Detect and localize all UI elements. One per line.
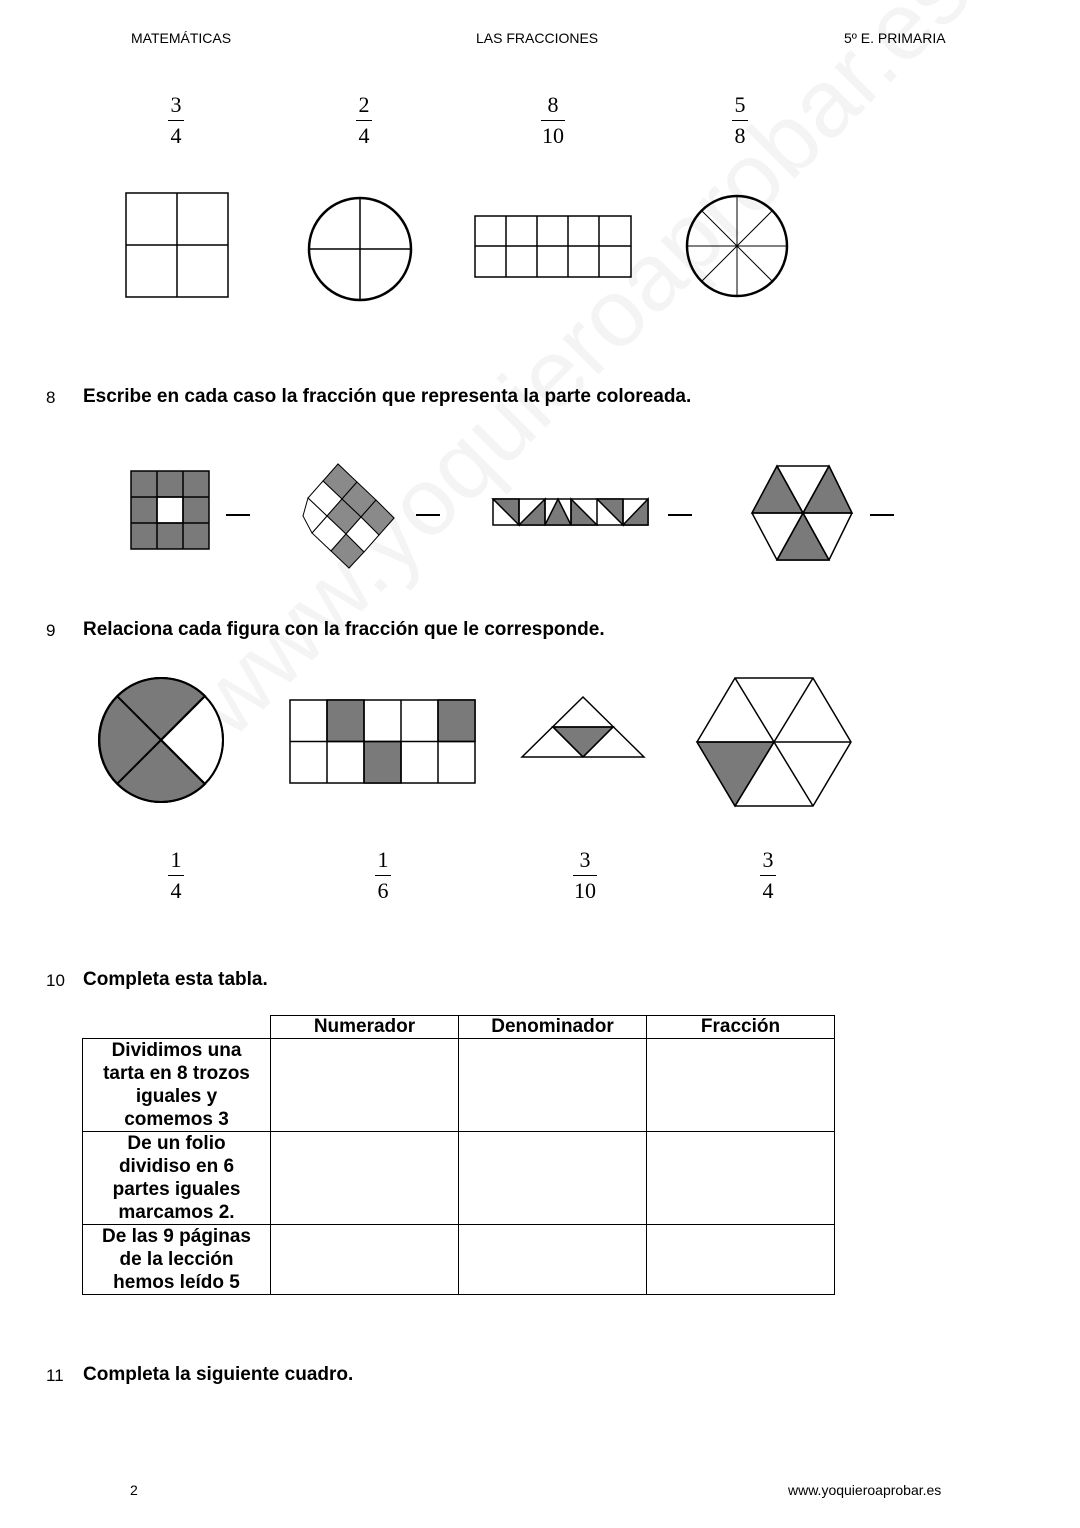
fraction-3-10[interactable] bbox=[560, 847, 610, 904]
fraction-bar bbox=[375, 875, 391, 876]
numerator: 1 bbox=[377, 847, 389, 872]
numerator: 8 bbox=[547, 92, 559, 117]
hexagon-sixths-shape bbox=[752, 466, 852, 560]
header-subject: MATEMÁTICAS bbox=[131, 30, 232, 46]
q8-shapes bbox=[0, 450, 1080, 580]
row-label-line: dividiso en 6 bbox=[118, 1156, 235, 1177]
triangle-strip-shape bbox=[493, 499, 648, 525]
row-label-line: De las 9 páginas bbox=[102, 1226, 251, 1247]
row-label-line: tarta en 8 trozos bbox=[103, 1063, 250, 1084]
fraction-cell[interactable] bbox=[647, 1132, 835, 1225]
numerator: 1 bbox=[170, 847, 182, 872]
question-number-10: 10 bbox=[46, 971, 65, 990]
table-row bbox=[83, 1039, 835, 1132]
fraction-1-6[interactable] bbox=[358, 847, 408, 904]
denominator: 6 bbox=[377, 878, 389, 903]
fraction-table bbox=[82, 1015, 835, 1295]
denominator-cell[interactable] bbox=[459, 1039, 647, 1132]
circle-three-quarters-shape bbox=[99, 678, 223, 802]
row-label-line: Dividimos una bbox=[111, 1040, 242, 1061]
hexagon-one-sixth-shape bbox=[697, 678, 851, 806]
rectangle-tenths-shaded-shape bbox=[290, 700, 475, 783]
row-label-line: comemos 3 bbox=[124, 1109, 229, 1130]
row-label-line: De un folio bbox=[127, 1133, 226, 1154]
table-row bbox=[83, 1225, 835, 1295]
question-11-text: Completa la siguiente cuadro. bbox=[83, 1364, 354, 1385]
header-fraccion: Fracción bbox=[647, 1016, 835, 1039]
table-header-row bbox=[83, 1016, 835, 1039]
rectangle-tenths-shape bbox=[475, 216, 631, 277]
numerator: 3 bbox=[170, 92, 182, 117]
table-corner bbox=[83, 1016, 271, 1039]
denominator-cell[interactable] bbox=[459, 1132, 647, 1225]
fraction-cell[interactable] bbox=[647, 1039, 835, 1132]
question-8-text: Escribe en cada caso la fracción que representa la parte coloreada. bbox=[83, 386, 692, 407]
fraction-bar bbox=[168, 875, 184, 876]
denominator: 8 bbox=[734, 123, 746, 148]
row-label bbox=[83, 1039, 271, 1132]
question-number-11: 11 bbox=[46, 1366, 64, 1385]
denominator: 4 bbox=[358, 123, 370, 148]
header-grade: 5º E. PRIMARIA bbox=[844, 30, 946, 46]
q9-shapes bbox=[0, 665, 1080, 815]
header-topic: LAS FRACCIONES bbox=[476, 30, 599, 46]
denominator-cell[interactable] bbox=[459, 1225, 647, 1295]
fraction-bar bbox=[573, 875, 597, 876]
table-row bbox=[83, 1132, 835, 1225]
denominator: 4 bbox=[762, 878, 774, 903]
denominator: 10 bbox=[542, 123, 564, 148]
row-label bbox=[83, 1132, 271, 1225]
answer-blank[interactable] bbox=[870, 514, 894, 516]
numerator: 3 bbox=[579, 847, 591, 872]
question-9-text: Relaciona cada figura con la fracción que le corresponde. bbox=[83, 619, 605, 640]
row-label-line: iguales y bbox=[135, 1086, 218, 1107]
numerator: 5 bbox=[734, 92, 746, 117]
denominator: 10 bbox=[574, 878, 596, 903]
triangle-quarters-shape bbox=[522, 697, 644, 757]
circle-eighths-shape bbox=[687, 196, 787, 296]
fraction-3-4-choice[interactable] bbox=[743, 847, 793, 904]
square-quarters-shape bbox=[126, 193, 228, 297]
question-10-text: Completa esta tabla. bbox=[83, 969, 268, 990]
numerator: 3 bbox=[762, 847, 774, 872]
row-label-line: de la lección bbox=[119, 1249, 234, 1270]
question-number-9: 9 bbox=[46, 621, 56, 640]
numerator-cell[interactable] bbox=[271, 1132, 459, 1225]
denominator: 4 bbox=[170, 123, 182, 148]
circle-quarters-shape bbox=[309, 198, 411, 300]
footer-website: www.yoquieroaprobar.es bbox=[788, 1482, 942, 1498]
top-shapes bbox=[0, 0, 1080, 330]
answer-blank[interactable] bbox=[668, 514, 692, 516]
denominator: 4 bbox=[170, 878, 182, 903]
answer-blank[interactable] bbox=[226, 514, 250, 516]
grid-3x3-shape bbox=[131, 471, 209, 549]
rhombus-grid-shape bbox=[303, 464, 394, 568]
header-numerador: Numerador bbox=[271, 1016, 459, 1039]
numerator-cell[interactable] bbox=[271, 1225, 459, 1295]
row-label-line: hemos leído 5 bbox=[113, 1272, 240, 1293]
page-number: 2 bbox=[130, 1482, 138, 1498]
header-denominador: Denominador bbox=[459, 1016, 647, 1039]
fraction-1-4[interactable] bbox=[151, 847, 201, 904]
answer-blank[interactable] bbox=[416, 514, 440, 516]
fraction-bar bbox=[760, 875, 776, 876]
row-label bbox=[83, 1225, 271, 1295]
numerator-cell[interactable] bbox=[271, 1039, 459, 1132]
row-label-line: partes iguales bbox=[112, 1179, 241, 1200]
question-number-8: 8 bbox=[46, 388, 56, 407]
row-label-line: marcamos 2. bbox=[118, 1202, 235, 1223]
numerator: 2 bbox=[358, 92, 370, 117]
fraction-cell[interactable] bbox=[647, 1225, 835, 1295]
